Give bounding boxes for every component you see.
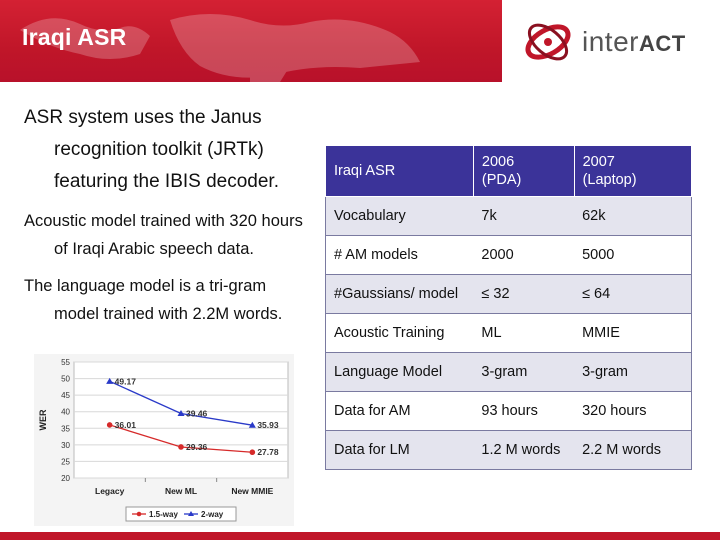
plot-area <box>74 362 288 478</box>
table-cell: 93 hours <box>473 392 574 431</box>
bullet-item: The language model is a tri-gram model trained with 2.2M words. <box>24 277 283 323</box>
wer-line-chart <box>34 354 294 526</box>
comparison-table <box>325 145 692 470</box>
table-cell: 320 hours <box>574 392 691 431</box>
y-tick-label: 45 <box>61 391 70 401</box>
table-cell: Vocabulary <box>326 197 474 236</box>
legend-label: 2-way <box>201 510 224 519</box>
table-row <box>326 314 692 353</box>
table-header-cell: Iraqi ASR <box>326 146 474 197</box>
table-row <box>326 353 692 392</box>
table-cell: 2000 <box>473 236 574 275</box>
page-title: Iraqi ASR <box>22 24 127 50</box>
table-header-cell: 2006 (PDA) <box>473 146 574 197</box>
table-header-cell: 2007 (Laptop) <box>574 146 691 197</box>
y-tick-label: 35 <box>61 424 70 434</box>
table-row <box>326 197 692 236</box>
table-cell: 3-gram <box>574 353 691 392</box>
table-cell: Acoustic Training <box>326 314 474 353</box>
table-cell: ≤ 64 <box>574 275 691 314</box>
table-cell: ML <box>473 314 574 353</box>
x-tick-label: New ML <box>164 486 198 496</box>
chart-svg <box>34 354 294 526</box>
bullet-item: ASR system uses the Janus recognition toolkit (JRTk) featuring the IBIS decoder. <box>24 107 279 192</box>
data-label: 29.36 <box>186 441 208 452</box>
data-point <box>178 444 184 450</box>
legend-marker <box>137 512 142 517</box>
data-label: 27.78 <box>257 447 279 458</box>
y-tick-label: 55 <box>61 358 70 367</box>
bullet-item: Acoustic model trained with 320 hours of Iraqi Arabic speech data. <box>24 212 303 258</box>
table-cell: 2.2 M words <box>574 431 691 470</box>
header-band <box>0 0 720 82</box>
data-point <box>250 449 256 455</box>
data-label: 35.93 <box>257 420 279 431</box>
data-label: 36.01 <box>114 419 136 430</box>
table-cell: Language Model <box>326 353 474 392</box>
y-tick-label: 25 <box>61 457 70 467</box>
data-point <box>107 422 113 428</box>
table-row <box>326 392 692 431</box>
table-cell: #Gaussians/ model <box>326 275 474 314</box>
table-header-row <box>326 146 692 197</box>
table-cell: Data for AM <box>326 392 474 431</box>
y-tick-label: 20 <box>61 474 70 483</box>
table-cell: Data for LM <box>326 431 474 470</box>
table-row <box>326 431 692 470</box>
table-cell: 7k <box>473 197 574 236</box>
data-label: 39.46 <box>186 408 208 419</box>
data-label: 49.17 <box>114 376 136 387</box>
table-row <box>326 275 692 314</box>
y-axis-label: WER <box>38 409 48 431</box>
x-tick-label: New MMIE <box>231 486 274 496</box>
table-cell: 1.2 M words <box>473 431 574 470</box>
table-cell: # AM models <box>326 236 474 275</box>
table-cell: MMIE <box>574 314 691 353</box>
y-tick-label: 50 <box>61 374 70 384</box>
table-cell: 62k <box>574 197 691 236</box>
x-tick-label: Legacy <box>95 486 125 496</box>
bullet-list <box>24 102 314 337</box>
interact-logo <box>502 0 720 82</box>
table-row <box>326 236 692 275</box>
table-cell: 3-gram <box>473 353 574 392</box>
legend-label: 1.5-way <box>149 510 178 519</box>
table-cell: ≤ 32 <box>473 275 574 314</box>
globe-swirl-icon <box>520 14 576 70</box>
y-tick-label: 30 <box>61 440 70 450</box>
y-tick-label: 40 <box>61 407 70 417</box>
logo-text: interACT <box>582 26 686 57</box>
footer-bar <box>0 532 720 540</box>
table-cell: 5000 <box>574 236 691 275</box>
